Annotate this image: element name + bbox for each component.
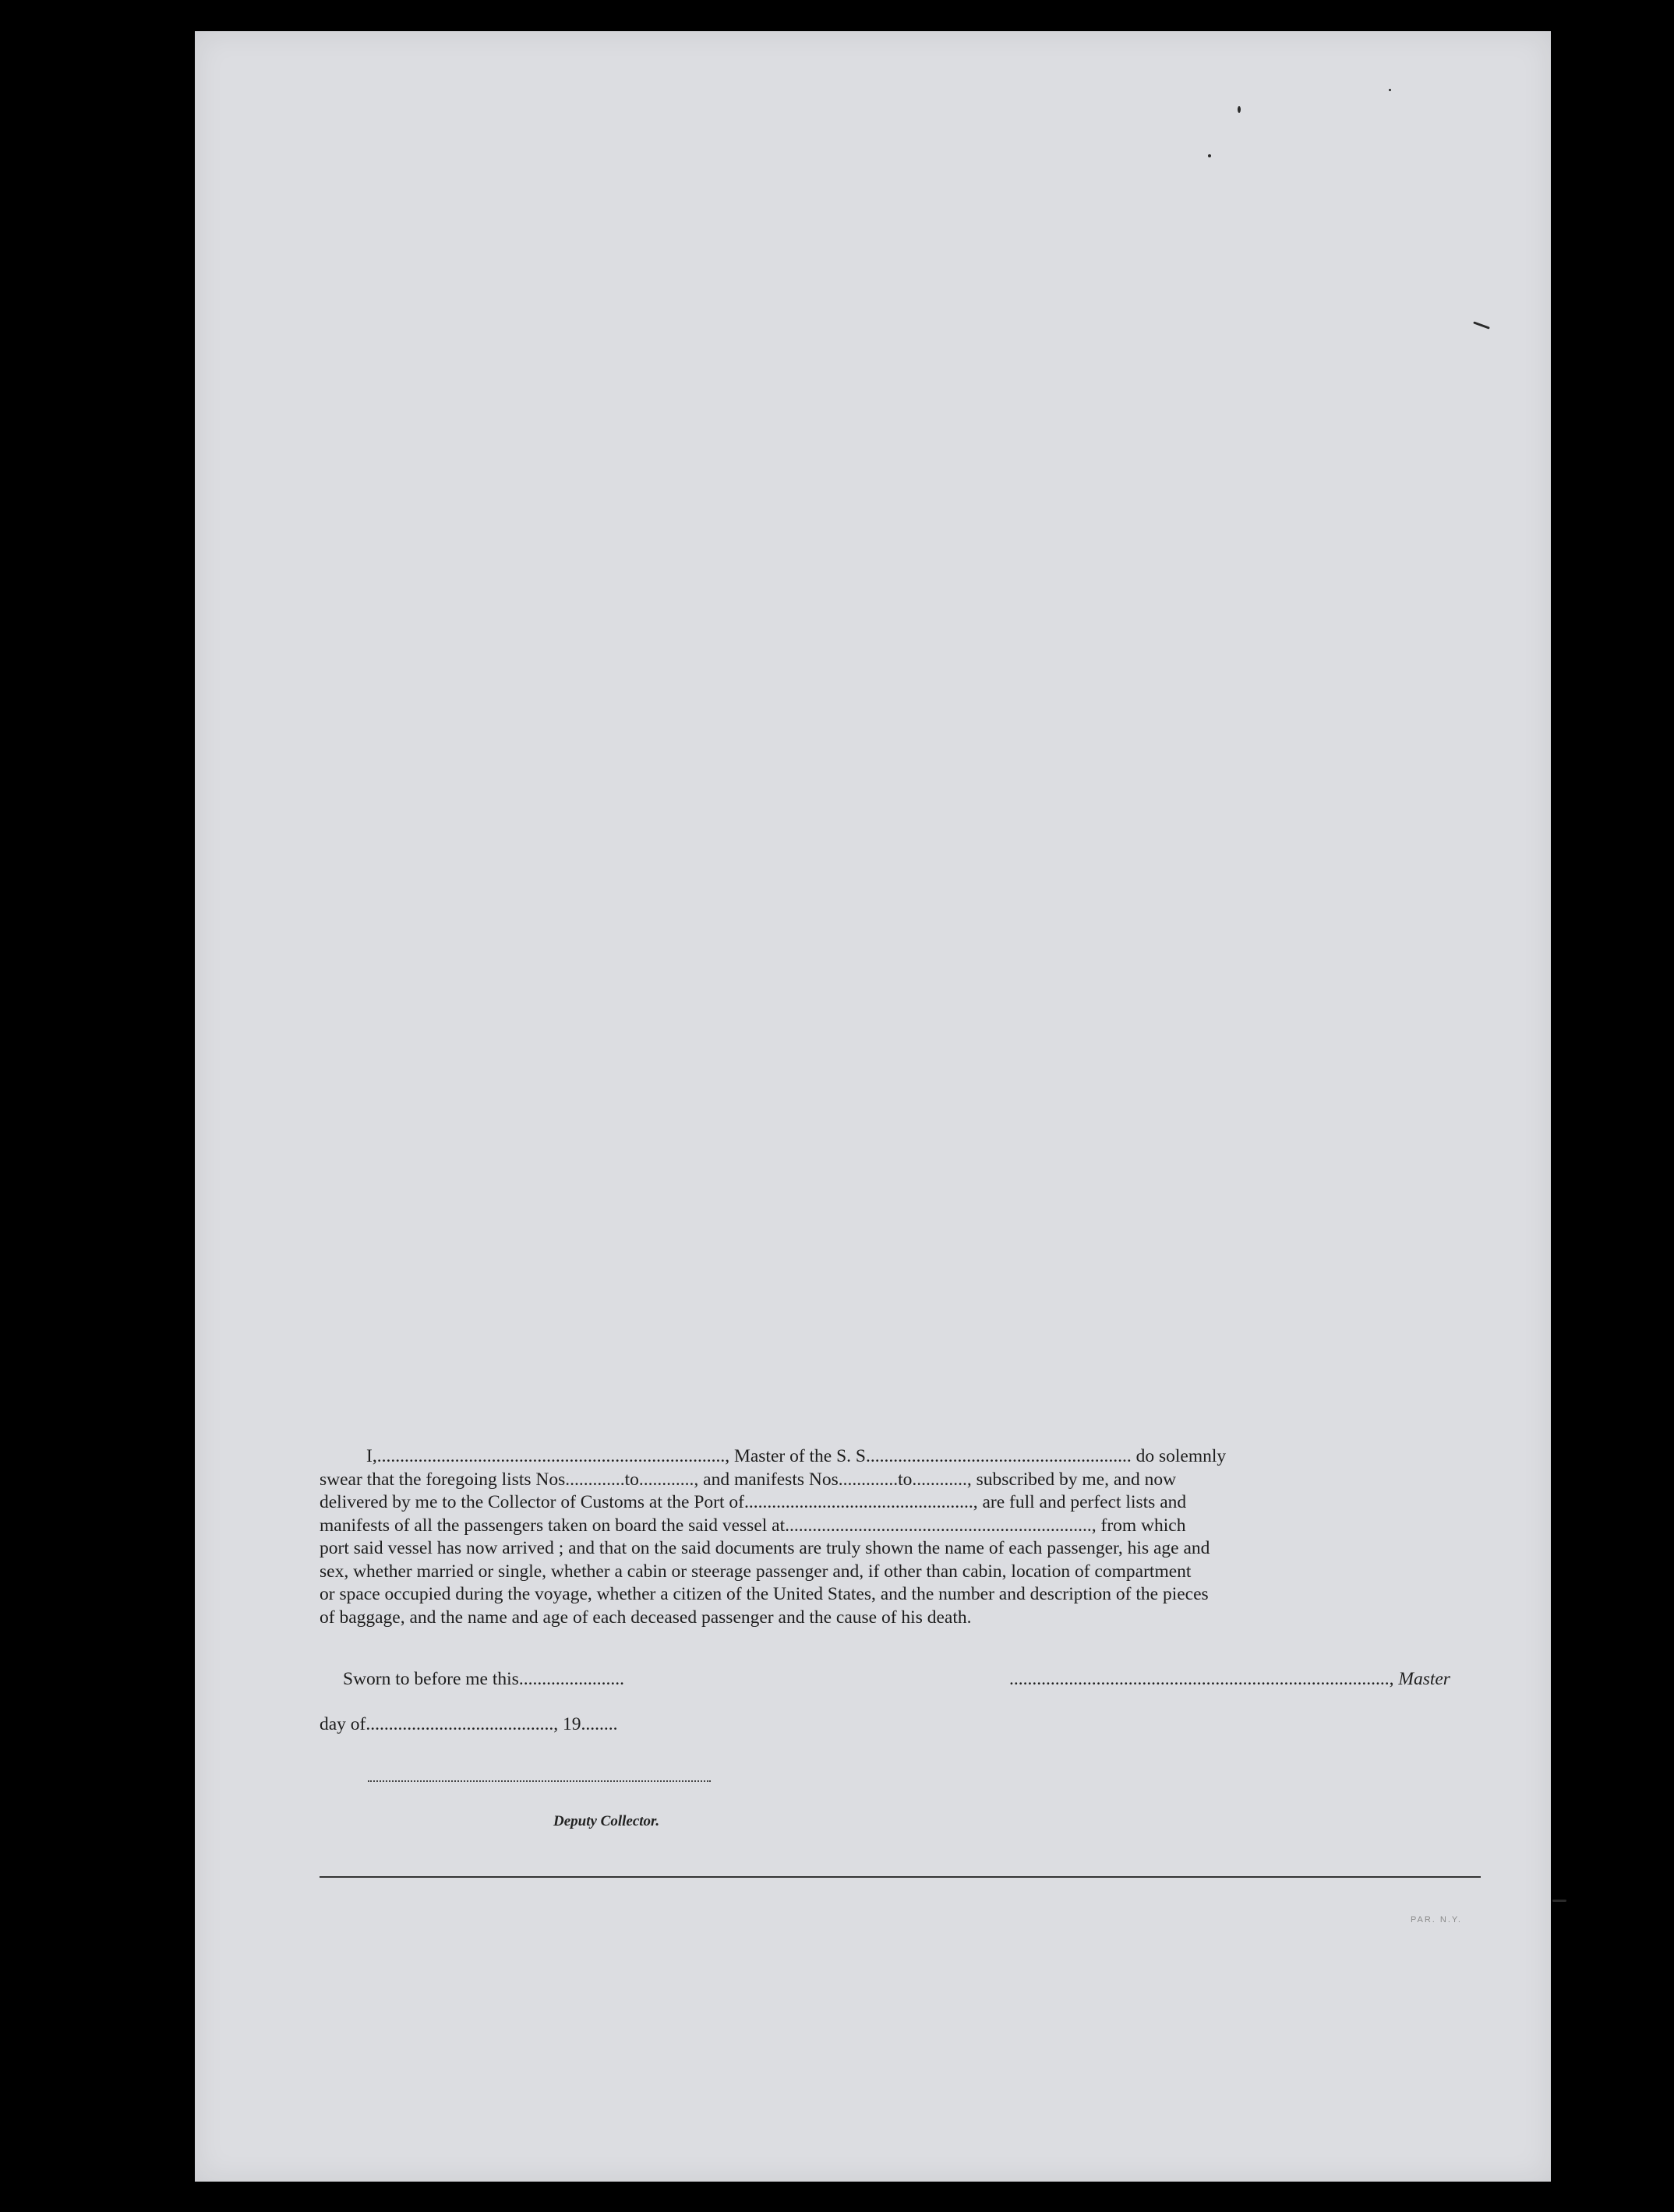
day-of-line: day of........................................., 19........: [320, 1714, 618, 1734]
oath-line: sex, whether married or single, whether a cabin or steerage passenger and, if other than cabin, location of compartment: [320, 1561, 1192, 1582]
oath-line: swear that the foregoing lists Nos.............to............, and manifests Nos.............to............, subscribed by me, and now: [320, 1469, 1177, 1490]
oath-line: or space occupied during the voyage, whether a citizen of the United States, and the number and description of the pieces: [320, 1584, 1209, 1604]
bottom-rule: [320, 1876, 1481, 1878]
oath-line: port said vessel has now arrived ; and that on the said documents are truly shown the name of each passenger, his age and: [320, 1538, 1210, 1558]
master-label: Master: [1398, 1669, 1450, 1689]
sworn-before-line: Sworn to before me this.......................: [343, 1669, 624, 1689]
master-signature-dots: ...................................................................................,: [1009, 1669, 1399, 1689]
master-oath-paragraph: [320, 1445, 1481, 1629]
master-signature-line: [1009, 1669, 1450, 1690]
oath-line: of baggage, and the name and age of each deceased passenger and the cause of his death.: [320, 1607, 972, 1628]
deputy-signature-line: [368, 1780, 711, 1782]
scan-speck: [1208, 154, 1211, 157]
oath-line: I,............................................................................, Master of the S. S.......................................................... do solemnly: [366, 1446, 1227, 1466]
oath-line: manifests of all the passengers taken on board the said vessel at..................................................................., from which: [320, 1515, 1186, 1536]
scan-speck: [1238, 106, 1241, 113]
oath-line: delivered by me to the Collector of Customs at the Port of.................................................., are full and perfect lists and: [320, 1492, 1187, 1512]
printer-mark: PAR. N.Y.: [1411, 1915, 1462, 1924]
document-page: [195, 31, 1551, 2182]
scan-speck: [1389, 89, 1391, 91]
scan-speck: [1552, 1900, 1566, 1902]
deputy-collector-label: Deputy Collector.: [553, 1813, 660, 1829]
scan-speck: [1473, 321, 1490, 329]
